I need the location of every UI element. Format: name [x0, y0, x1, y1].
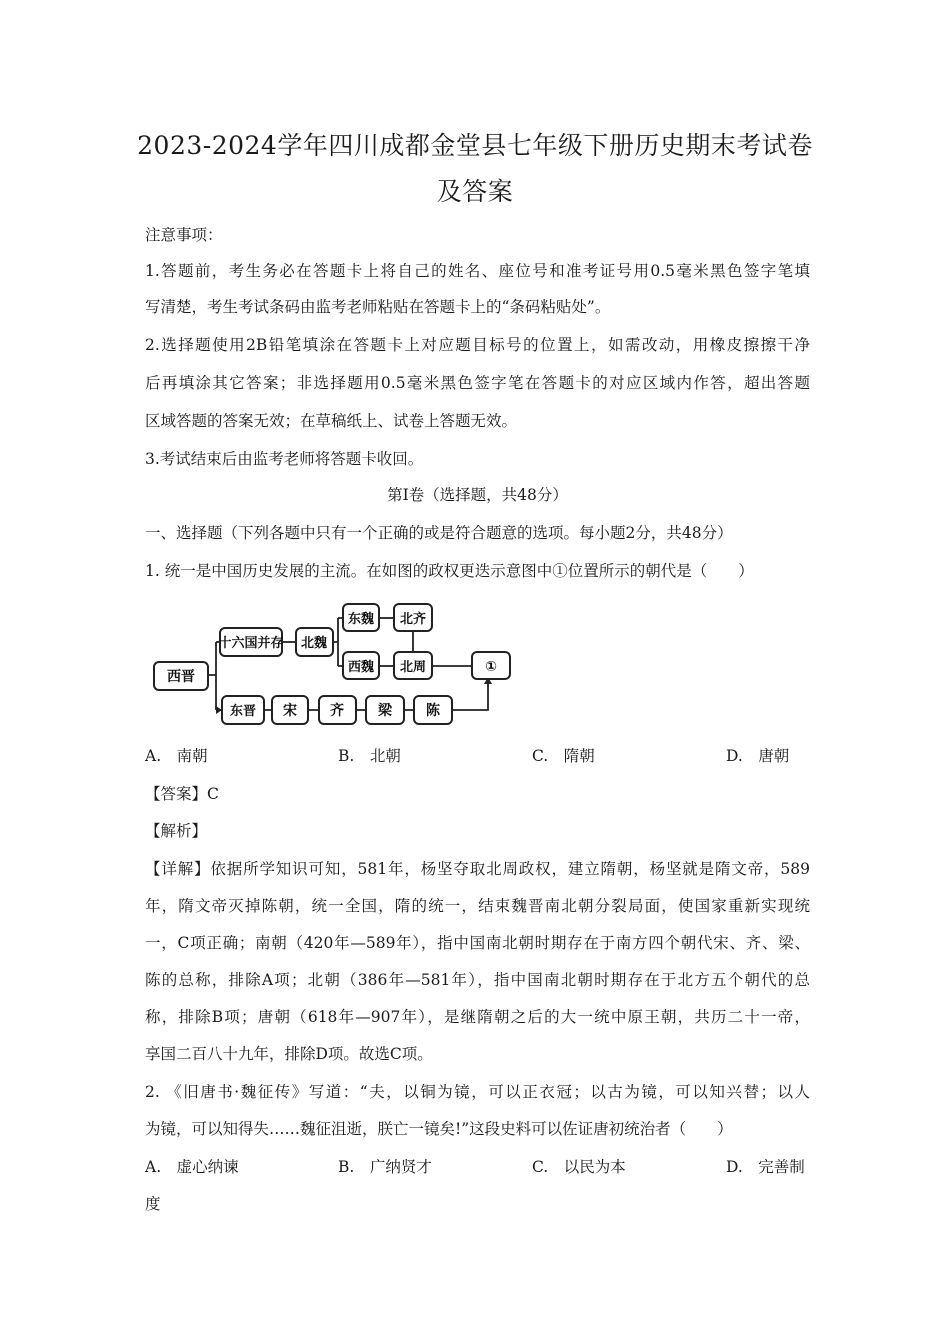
label-liang: 梁 — [378, 703, 392, 719]
q1-detail-line-6: 享国二百八十九年，排除D项。故选C项。 — [145, 1045, 433, 1063]
q2-stem-line-1: 2. 《旧唐书·魏征传》写道：“夫，以铜为镜，可以正衣冠；以古为镜，可以知兴替；以人 — [145, 1083, 810, 1101]
label-shiliuguo: 十六国并存 — [218, 636, 284, 651]
label-song: 宋 — [283, 703, 297, 719]
q2-option-d-wrap: 度 — [145, 1195, 161, 1213]
question-1-stem: 1. 统一是中国历史发展的主流。在如图的政权更迭示意图中①位置所示的朝代是（ ） — [145, 562, 754, 580]
notice-item-2-line-1: 2.选择题使用2B铅笔填涂在答题卡上对应题目标号的位置上，如需改动，用橡皮擦擦干净 — [145, 336, 810, 354]
q1-option-a: A. 南朝 — [145, 747, 208, 765]
notice-item-2-line-2: 后再填涂其它答案；非选择题用0.5毫米黑色签字笔在答题卡的对应区域内作答，超出答题 — [145, 374, 810, 392]
notice-item-2-line-3: 区域答题的答案无效；在草稿纸上、试卷上答题无效。 — [145, 412, 518, 430]
diagram-canvas — [150, 600, 530, 730]
q1-detail-line-2: 年，隋文帝灭掉陈朝，统一全国，隋的统一，结束魏晋南北朝分裂局面，使国家重新实现统 — [145, 897, 810, 915]
notice-item-1-line-2: 写清楚，考生考试条码由监考老师粘贴在答题卡上的“条码粘贴处”。 — [145, 298, 611, 316]
q1-detail-line-5: 称，排除B项；唐朝（618年—907年），是继隋朝之后的大一统中原王朝，共历二十一帝， — [145, 1008, 810, 1026]
label-beiwei: 北魏 — [300, 636, 328, 651]
q1-detail-line-4: 陈的总称，排除A项；北朝（386年—581年），指中国南北朝时期存在于北方五个朝代的总 — [145, 971, 810, 989]
notice-heading: 注意事项： — [145, 226, 223, 244]
q2-option-a: A. 虚心纳谏 — [145, 1158, 239, 1176]
label-target: ① — [485, 659, 497, 675]
q2-stem-line-2: 为镜，可以知得失……魏征沮逝，朕亡一镜矣!”这段史料可以佐证唐初统治者（ ） — [145, 1120, 733, 1138]
connector-beiwei-branch — [333, 618, 343, 666]
notice-item-3: 3.考试结束后由监考老师将答题卡收回。 — [145, 450, 424, 468]
dynasty-succession-diagram — [150, 600, 530, 734]
label-dongjin: 东晋 — [229, 704, 257, 719]
label-xijin: 西晋 — [167, 669, 195, 685]
label-beizhou: 北周 — [399, 660, 427, 675]
label-beiqi: 北齐 — [399, 612, 427, 627]
part-title: 第Ⅰ卷（选择题，共48分） — [387, 486, 568, 504]
q2-option-c: C. 以民为本 — [532, 1158, 626, 1176]
q1-answer: 【答案】C — [145, 785, 219, 803]
notice-item-1-line-1: 1.答题前，考生务必在答题卡上将自己的姓名、座位号和准考证号用0.5毫米黑色签字笔填 — [145, 262, 810, 280]
q2-option-d: D. 完善制 — [726, 1158, 805, 1176]
q1-detail-line-1: 【详解】依据所学知识可知，581年，杨坚夺取北周政权，建立隋朝，杨坚就是隋文帝，589 — [145, 860, 810, 878]
label-qi: 齐 — [330, 703, 344, 719]
section-heading: 一、选择题（下列各题中只有一个正确的或是符合题意的选项。每小题2分，共48分） — [145, 524, 733, 542]
document-title-line-1: 2023-2024学年四川成都金堂县七年级下册历史期末考试卷 — [137, 131, 813, 160]
q2-option-b: B. 广纳贤才 — [338, 1158, 432, 1176]
q1-option-c: C. 隋朝 — [532, 747, 595, 765]
q1-analysis-label: 【解析】 — [145, 822, 208, 840]
q1-detail-line-3: 一，C项正确；南朝（420年—589年），指中国南北朝时期存在于南方四个朝代宋、齐、梁、 — [145, 934, 810, 952]
label-chen: 陈 — [426, 703, 440, 719]
label-dongwei: 东魏 — [347, 612, 375, 627]
q1-option-d: D. 唐朝 — [726, 747, 790, 765]
q1-option-b: B. 北朝 — [338, 747, 401, 765]
label-xiwei: 西魏 — [347, 660, 375, 675]
document-title-line-2: 及答案 — [436, 177, 514, 206]
